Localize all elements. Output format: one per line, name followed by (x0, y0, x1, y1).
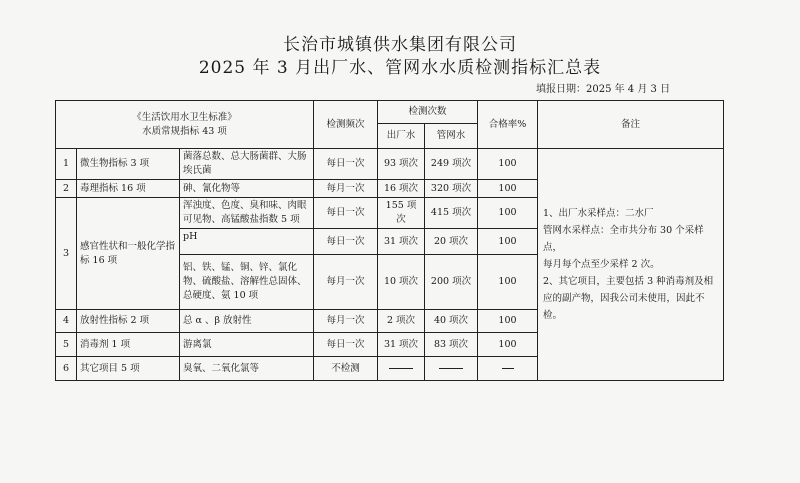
note-line: 1、出厂水采样点：二水厂 (543, 208, 654, 219)
indicator-items: 铝、铁、锰、铜、锌、氯化物、硫酸盐、溶解性总固体、总硬度、氨 10 项 (180, 255, 314, 310)
network-count: 83 项次 (425, 333, 478, 357)
notes-cell (538, 149, 724, 381)
network-count-dash (425, 357, 478, 381)
factory-count: 2 项次 (378, 310, 425, 333)
indicator-category: 消毒剂 1 项 (77, 333, 180, 357)
notes-header: 备注 (538, 101, 724, 149)
factory-count: 93 项次 (378, 149, 425, 180)
standard-header-line1: 《生活饮用水卫生标准》 (132, 111, 237, 123)
pass-rate: 100 (478, 255, 538, 310)
test-frequency: 每日一次 (314, 198, 378, 229)
standard-header (56, 101, 314, 149)
indicator-category: 放射性指标 2 项 (77, 310, 180, 333)
row-number: 3 (56, 198, 77, 310)
pass-rate: 100 (478, 198, 538, 229)
note-line: 2、其它项目，主要包括 3 种消毒剂及相 (543, 276, 714, 287)
indicator-category: 毒理指标 16 项 (77, 180, 180, 198)
indicator-category: 微生物指标 3 项 (77, 149, 180, 180)
test-frequency: 每日一次 (314, 229, 378, 255)
network-count: 320 项次 (425, 180, 478, 198)
network-count: 249 项次 (425, 149, 478, 180)
count-header: 检测次数 (378, 101, 478, 124)
factory-count: 155 项次 (378, 198, 425, 229)
factory-count: 31 项次 (378, 229, 425, 255)
note-line: 管网水采样点：全市共分布 30 个采样点， (543, 225, 704, 253)
row-number: 1 (56, 149, 77, 180)
factory-count-dash (378, 357, 425, 381)
frequency-header: 检测频次 (314, 101, 378, 149)
row-number: 5 (56, 333, 77, 357)
row-number: 2 (56, 180, 77, 198)
network-count: 40 项次 (425, 310, 478, 333)
pass-rate: 100 (478, 333, 538, 357)
row-number: 4 (56, 310, 77, 333)
table-row (56, 149, 724, 180)
note-line: 应的副产物，因我公司未使用，因此不检。 (543, 293, 705, 321)
factory-count: 16 项次 (378, 180, 425, 198)
test-frequency: 每日一次 (314, 149, 378, 180)
test-frequency: 每月一次 (314, 180, 378, 198)
pass-rate: 100 (478, 310, 538, 333)
indicator-items: 砷、氰化物等 (180, 180, 314, 198)
factory-count: 10 项次 (378, 255, 425, 310)
fill-date: 填报日期：2025 年 4 月 3 日 (536, 84, 671, 95)
pass-rate: 100 (478, 180, 538, 198)
indicator-category: 其它项目 5 项 (77, 357, 180, 381)
test-frequency: 不检测 (314, 357, 378, 381)
indicator-category: 感官性状和一般化学指标 16 项 (77, 198, 180, 310)
company-title: 长治市城镇供水集团有限公司 (283, 35, 517, 55)
indicator-items: 游离氯 (180, 333, 314, 357)
indicator-items: 菌落总数、总大肠菌群、大肠埃氏菌 (180, 149, 314, 180)
standard-header-line2: 水质常规指标 43 项 (142, 125, 227, 137)
test-frequency: 每月一次 (314, 255, 378, 310)
report-title: 2025 年 3 月出厂水、管网水水质检测指标汇总表 (198, 58, 602, 78)
factory-water-header: 出厂水 (378, 124, 425, 149)
indicator-items: 臭氧、二氧化氯等 (180, 357, 314, 381)
pass-rate-header: 合格率% (478, 101, 538, 149)
pass-rate: 100 (478, 149, 538, 180)
note-line: 每月每个点至少采样 2 次。 (543, 259, 660, 270)
factory-count: 31 项次 (378, 333, 425, 357)
network-count: 415 项次 (425, 198, 478, 229)
network-count: 20 项次 (425, 229, 478, 255)
network-water-header: 管网水 (425, 124, 478, 149)
pass-rate-dash (478, 357, 538, 381)
water-quality-table (55, 100, 724, 381)
row-number: 6 (56, 357, 77, 381)
test-frequency: 每月一次 (314, 310, 378, 333)
pass-rate: 100 (478, 229, 538, 255)
test-frequency: 每日一次 (314, 333, 378, 357)
indicator-items: pH (180, 229, 314, 255)
network-count: 200 项次 (425, 255, 478, 310)
indicator-items: 浑浊度、色度、臭和味、肉眼可见物、高锰酸盐指数 5 项 (180, 198, 314, 229)
indicator-items: 总 α 、β 放射性 (180, 310, 314, 333)
